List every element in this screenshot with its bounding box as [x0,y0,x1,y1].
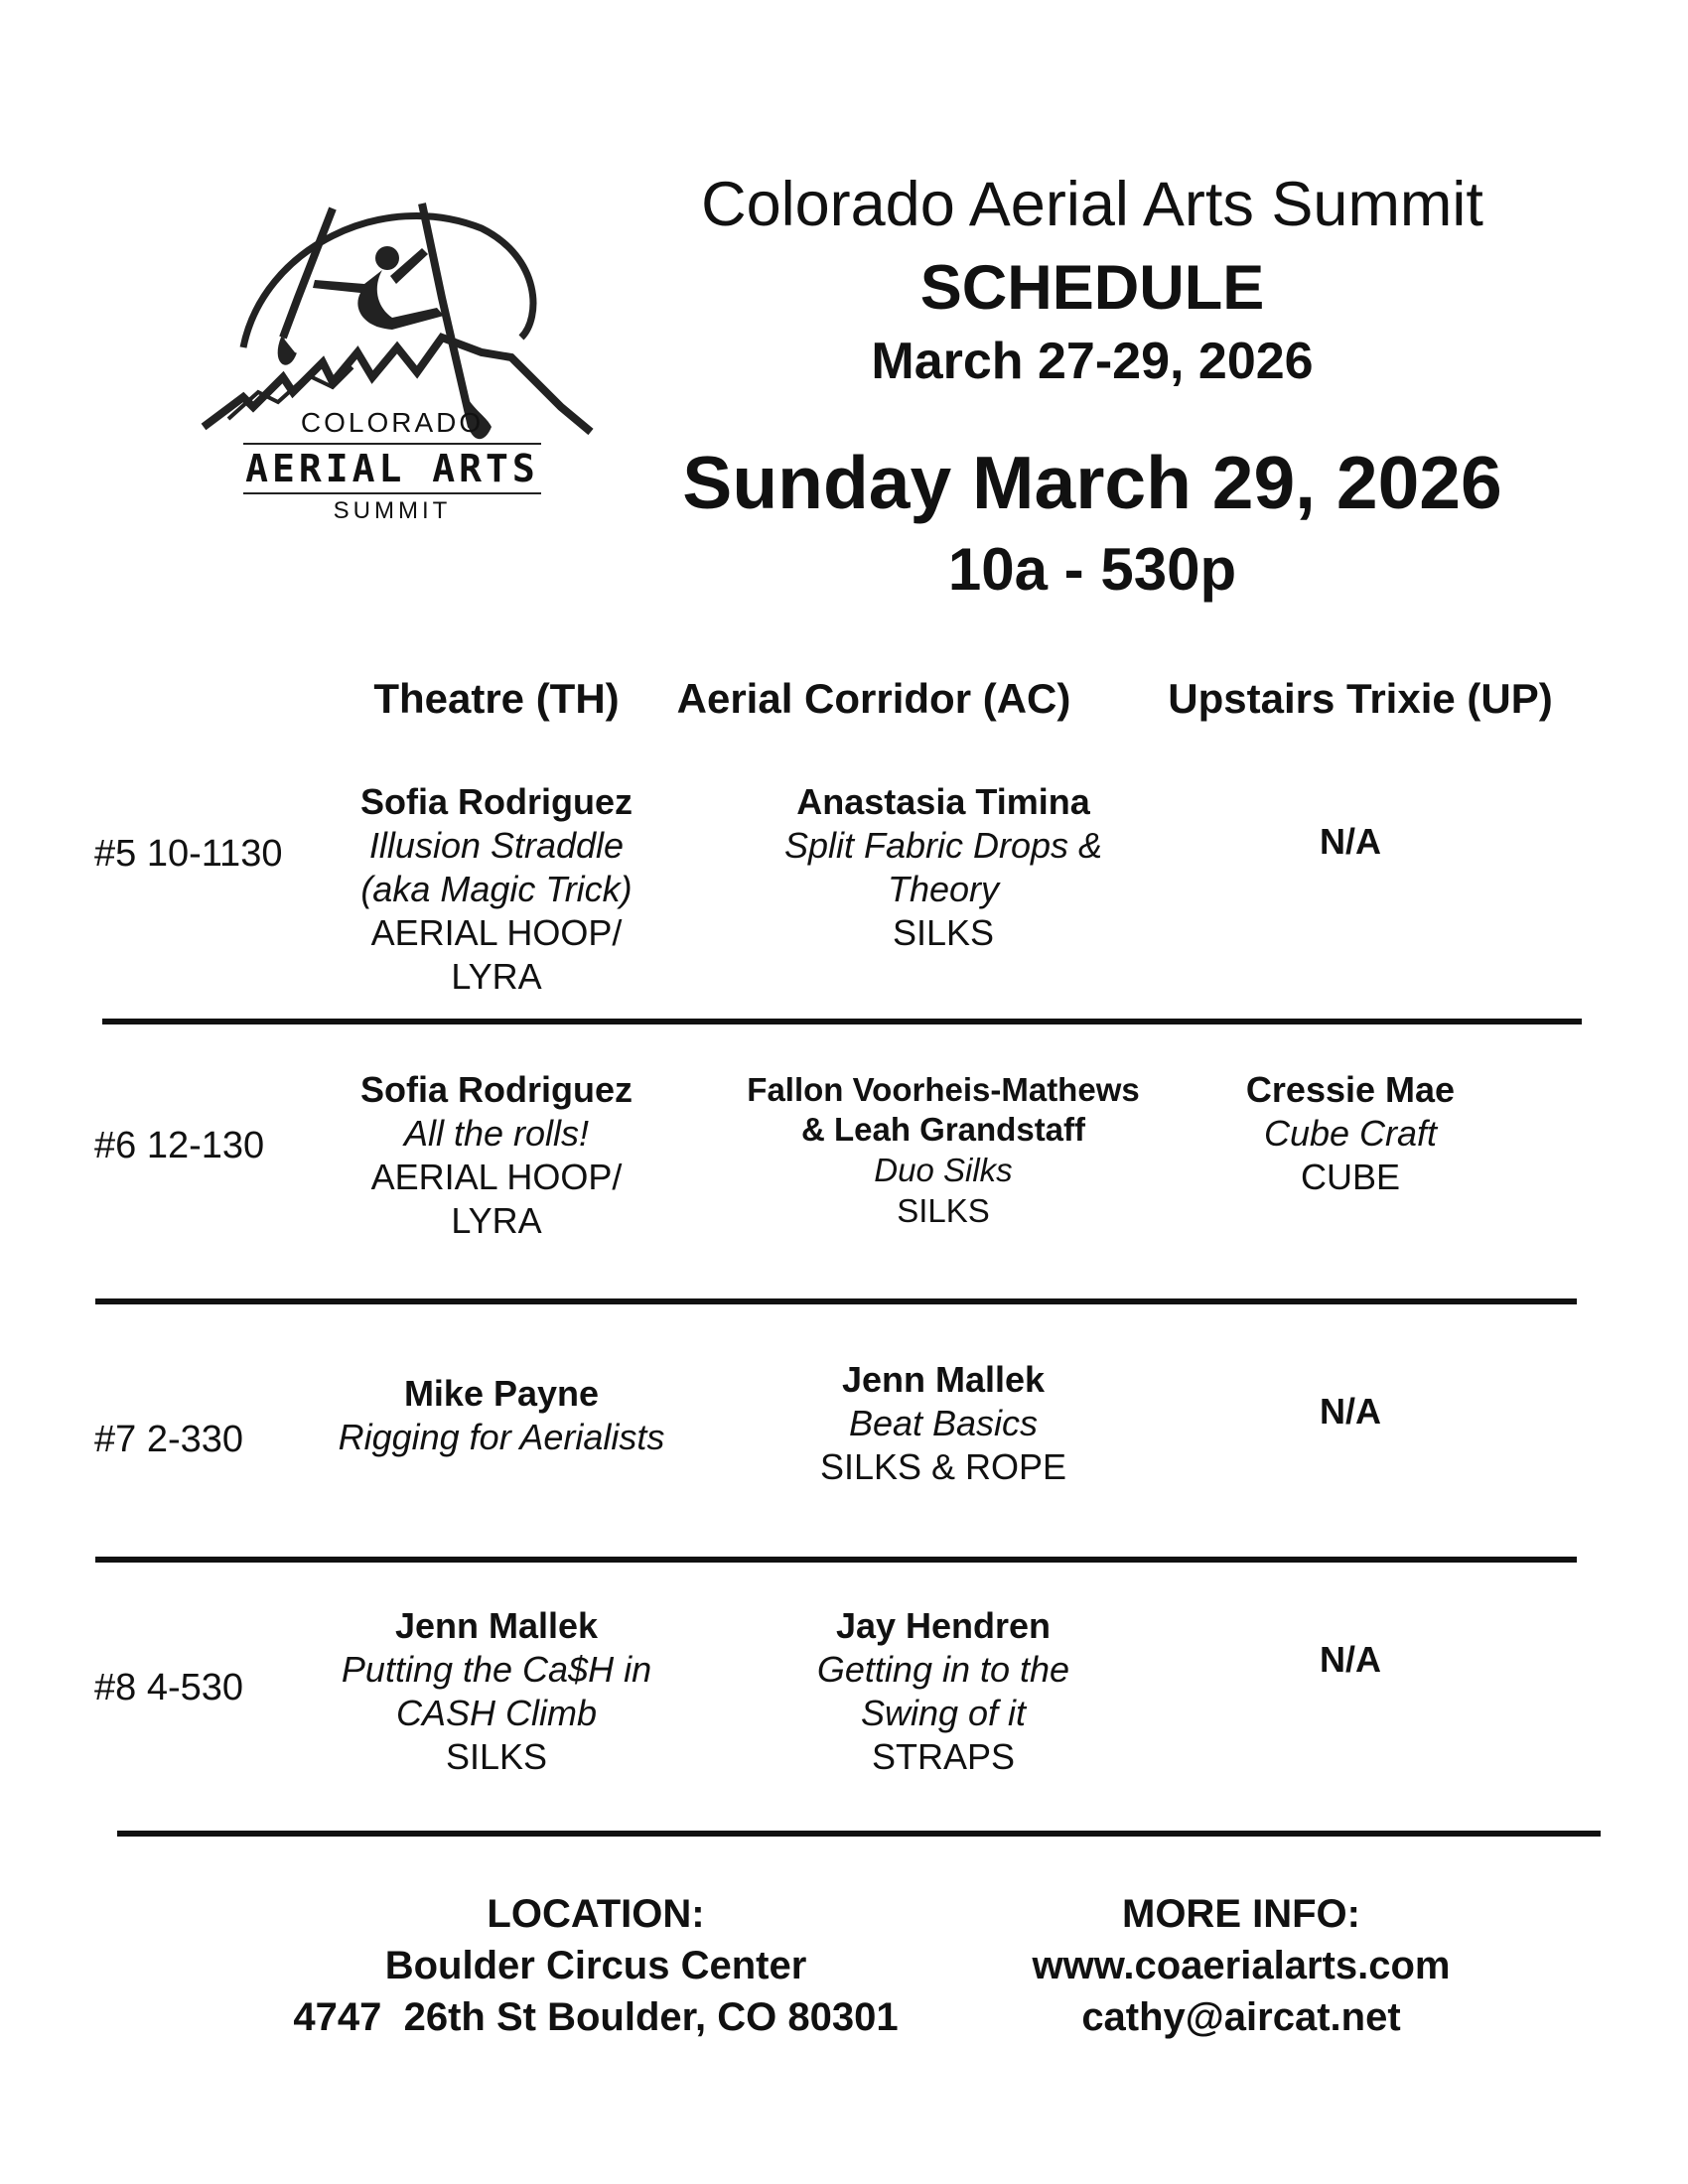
session-cell-theatre [298,780,695,999]
location-address: 4747 26th St Boulder, CO 80301 [293,1995,899,2039]
event-dates: March 27-29, 2026 [871,333,1314,390]
logo-line-aerial-arts: AERIAL ARTS [245,447,539,490]
location-label: LOCATION: [487,1892,705,1936]
session-title: Split Fabric Drops & [783,825,1103,866]
apparatus-label: SILKS [892,912,995,953]
apparatus-label: SILKS & ROPE [819,1446,1067,1487]
not-applicable-label: N/A [1320,1639,1381,1680]
row-divider [102,1019,1582,1024]
apparatus-label: CUBE [1300,1157,1401,1197]
session-cell-theatre [288,1372,715,1459]
apparatus-label: SILKS [897,1192,990,1229]
column-header-upstairs-trixie: Upstairs Trixie (UP) [1168,675,1553,722]
session-title: Putting the Ca$H in [341,1649,652,1690]
instructor-name: Anastasia Timina [796,781,1090,822]
session-title: Getting in to the [816,1649,1070,1690]
apparatus-label: AERIAL HOOP/ [370,1157,623,1197]
session-cell-aerial-corridor [695,1604,1192,1779]
logo-wordmark [184,405,601,528]
email-link[interactable]: cathy@aircat.net [1081,1995,1401,2039]
session-title: CASH Climb [395,1693,598,1733]
slot-label: #7 2-330 [94,1419,244,1460]
row-divider [95,1298,1577,1304]
slot-label: #6 12-130 [94,1125,265,1166]
session-title: Beat Basics [848,1403,1039,1443]
row-divider [117,1831,1601,1837]
more-info-label: MORE INFO: [1122,1892,1360,1936]
session-cell-upstairs-trixie [1142,820,1559,864]
logo-line-colorado: COLORADO [300,407,485,438]
instructor-name: Cressie Mae [1245,1069,1456,1110]
not-applicable-label: N/A [1320,1391,1381,1432]
session-title: Theory [887,869,1000,909]
more-info-block [943,1888,1539,2043]
session-title: (aka Magic Trick) [360,869,633,909]
instructor-name: Sofia Rodriguez [359,781,633,822]
session-cell-upstairs-trixie [1142,1068,1559,1199]
session-cell-theatre [298,1068,695,1243]
instructor-name: Jenn Mallek [841,1359,1046,1400]
apparatus-label: LYRA [451,1200,542,1241]
day-title: Sunday March 29, 2026 [682,441,1502,524]
session-title: All the rolls! [403,1113,590,1154]
schedule-heading: SCHEDULE [919,253,1265,323]
column-header-theatre: Theatre (TH) [373,675,620,722]
apparatus-label: LYRA [451,956,542,997]
session-cell-upstairs-trixie [1142,1390,1559,1433]
instructor-name: Fallon Voorheis-Mathews [747,1071,1140,1108]
row-divider [95,1557,1577,1563]
column-header-aerial-corridor: Aerial Corridor (AC) [676,675,1071,722]
apparatus-label: SILKS [445,1736,548,1777]
location-name: Boulder Circus Center [384,1944,807,1987]
session-cell-aerial-corridor [695,1358,1192,1489]
session-title: Swing of it [860,1693,1027,1733]
instructor-name: Mike Payne [403,1373,600,1414]
slot-label: #8 4-530 [94,1667,244,1708]
logo-line-summit: SUMMIT [333,497,452,524]
website-link[interactable]: www.coaerialarts.com [1032,1944,1451,1987]
day-hours: 10a - 530p [947,536,1237,603]
instructor-name: Sofia Rodriguez [359,1069,633,1110]
apparatus-label: STRAPS [871,1736,1016,1777]
session-title: Illusion Straddle [368,825,625,866]
event-name: Colorado Aerial Arts Summit [701,170,1483,239]
session-cell-upstairs-trixie [1142,1638,1559,1682]
session-cell-aerial-corridor [695,780,1192,955]
instructor-name: & Leah Grandstaff [800,1111,1086,1148]
slot-label: #5 10-1130 [94,833,283,875]
session-title: Rigging for Aerialists [338,1417,665,1457]
location-block [228,1888,963,2043]
apparatus-label: AERIAL HOOP/ [370,912,623,953]
session-title: Duo Silks [874,1152,1013,1188]
not-applicable-label: N/A [1320,821,1381,862]
session-cell-theatre [298,1604,695,1779]
summit-logo [184,189,601,606]
instructor-name: Jenn Mallek [394,1605,599,1646]
session-title: Cube Craft [1263,1113,1438,1154]
aerialist-mountain-logo-icon [184,189,601,606]
session-cell-aerial-corridor [695,1070,1192,1231]
instructor-name: Jay Hendren [835,1605,1052,1646]
